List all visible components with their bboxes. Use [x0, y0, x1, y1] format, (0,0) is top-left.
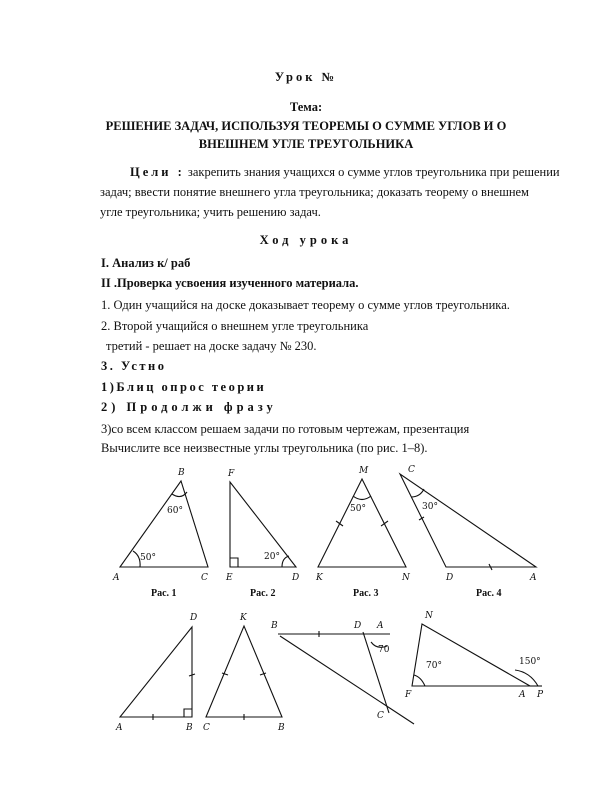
fig4-angle-c: 30° [422, 502, 438, 512]
fig5-label-a: A [116, 723, 123, 733]
fig6-label-b: B [278, 723, 285, 733]
course-title: Ход урока [259, 233, 353, 247]
fig8-label-a: A [519, 690, 526, 700]
fig1-angle-a: 50° [140, 553, 156, 563]
figure-6-isosceles-triangle [203, 613, 285, 733]
goals-text-1: закрепить знания учащихся о сумме углов треугольника при решении [184, 165, 560, 179]
fig7-angle: 70 [378, 645, 390, 655]
item-continue: 2) Продолжи фразу [101, 400, 277, 414]
goals-line-3: угле треугольника; учить решению задач. [100, 205, 321, 219]
item-oral: 3. Устно [101, 359, 167, 373]
fig3-angle-m: 50° [350, 504, 366, 514]
figure-3-isosceles-triangle [315, 466, 411, 583]
fig8-angle-exterior: 150° [519, 657, 541, 667]
figure-7-exterior-angle [270, 621, 414, 724]
item-compute: Вычислите все неизвестные углы треугольника (по рис. 1–8). [101, 441, 428, 455]
item-blitz: 1)Блиц опрос теории [101, 380, 267, 394]
fig5-label-b: B [186, 723, 193, 733]
fig8-label-p: P [537, 690, 544, 700]
fig2-label-e: E [226, 573, 233, 583]
fig2-label-f: F [228, 469, 235, 479]
fig8-label-f: F [405, 690, 412, 700]
fig7-label-b: B [271, 621, 278, 631]
fig4-label-d: D [446, 573, 454, 583]
fig5-label-d: D [190, 613, 198, 623]
topic-label: Тема: [289, 100, 323, 114]
figure-4-triangle [400, 465, 537, 583]
fig7-label-d: D [354, 621, 362, 631]
fig1-label-c: C [201, 573, 208, 583]
caption-fig-2: Рас. 2 [250, 588, 276, 599]
item-student-2: 2. Второй учащийся о внешнем угле треугольника [101, 319, 369, 333]
figure-2-right-triangle [225, 469, 299, 583]
caption-fig-1: Рас. 1 [151, 588, 177, 599]
goals-line-2: задач; ввести понятие внешнего угла треугольника; доказать теорему о внешнем [100, 185, 529, 199]
item-student-1: 1. Один учащийся на доске доказывает теорему о сумме углов треугольника. [101, 298, 510, 312]
fig1-angle-b: 60° [167, 506, 183, 516]
fig1-label-b: B [178, 468, 185, 478]
fig8-label-n: N [425, 611, 433, 621]
fig7-label-c: C [377, 711, 384, 721]
fig2-angle-d: 20° [264, 552, 280, 562]
fig2-label-d: D [292, 573, 300, 583]
topic-line-2: ВНЕШНЕМ УГЛЕ ТРЕУГОЛЬНИКА [198, 137, 414, 151]
item-student-3: третий - решает на доске задачу № 230. [106, 339, 317, 353]
caption-fig-4: Рас. 4 [476, 588, 502, 599]
fig6-label-k: K [240, 613, 247, 623]
figure-8-exterior-angle [404, 611, 544, 700]
caption-fig-3: Рас. 3 [353, 588, 379, 599]
figure-5-right-triangle [115, 613, 197, 733]
fig3-label-k: K [316, 573, 323, 583]
fig6-label-c: C [203, 723, 210, 733]
fig8-angle-f: 70° [426, 661, 442, 671]
fig1-label-a: A [113, 573, 120, 583]
lesson-title: Урок № [274, 70, 338, 84]
item-class-tasks: 3)со всем классом решаем задачи по готовым чертежам, презентация [101, 422, 470, 436]
fig3-label-n: N [402, 573, 410, 583]
item-analysis: I. Анализ к/ раб [101, 256, 191, 270]
fig4-label-a: A [530, 573, 537, 583]
fig7-label-a: A [377, 621, 384, 631]
item-check: II .Проверка усвоения изученного материала. [101, 276, 359, 290]
fig4-label-c: C [408, 465, 415, 475]
fig3-label-m: M [359, 466, 369, 476]
topic-line-1: РЕШЕНИЕ ЗАДАЧ, ИСПОЛЬЗУЯ ТЕОРЕМЫ О СУММЕ УГЛОВ И О [105, 119, 507, 133]
goals-label: Цели : [130, 165, 185, 179]
figure-1-triangle [112, 468, 208, 583]
